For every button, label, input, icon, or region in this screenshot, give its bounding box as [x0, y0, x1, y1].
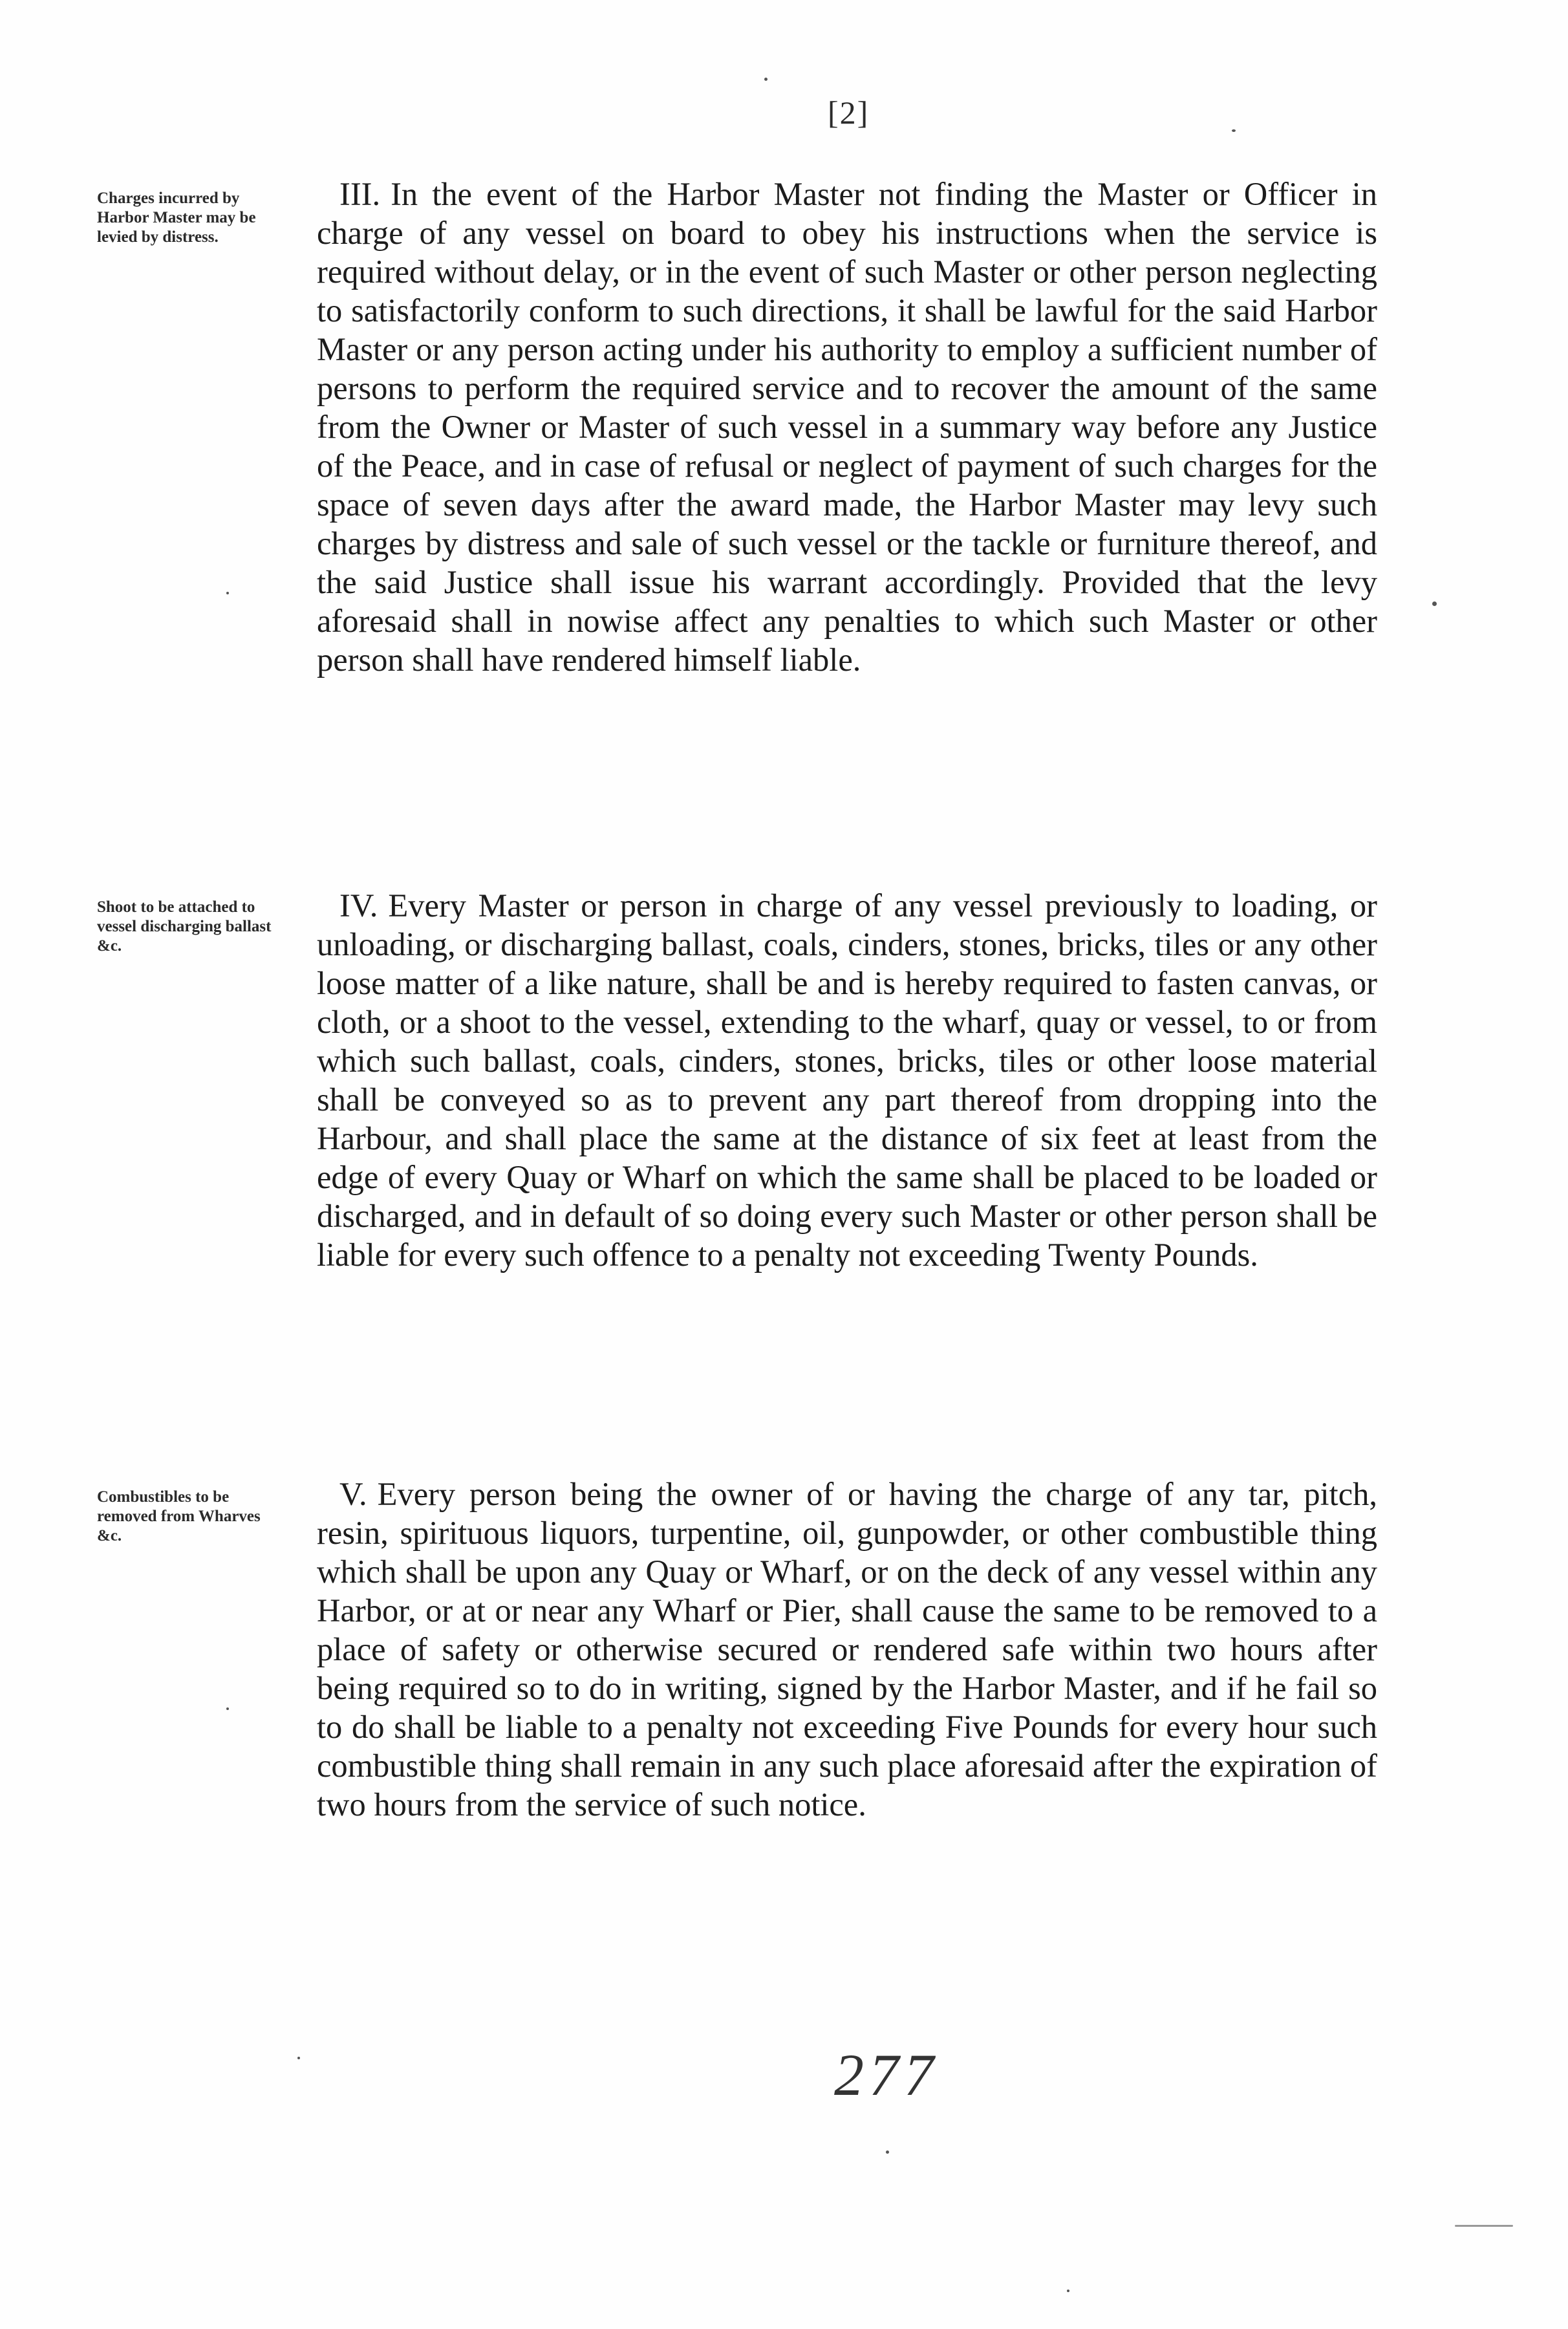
scan-speck — [297, 2057, 300, 2059]
section-iv-paragraph — [317, 886, 1377, 1274]
margin-note-charges: Charges incurred by Harbor Master may be levied by distress. — [97, 190, 256, 246]
scan-speck — [764, 78, 768, 81]
section-v-numeral: V. — [339, 1476, 367, 1512]
scan-speck — [226, 592, 229, 594]
scan-speck — [1232, 129, 1236, 132]
margin-note-shoot: Shoot to be attached to vessel discharging ballast &c. — [97, 898, 272, 955]
section-v-paragraph — [317, 1475, 1377, 1824]
margin-note-combustibles: Combustibles to be removed from Wharves &c. — [97, 1488, 261, 1544]
section-iii-paragraph — [317, 175, 1377, 679]
scan-speck — [1067, 2290, 1069, 2292]
section-iv-text: Every Master or person in charge of any vessel previously to loading, or unloading, or discharging ballast, coals, cinders, stones, bricks, tiles or any other loose matter of a like nature, shall be and is hereby required to fasten canvas, or cloth, or a shoot to the vessel, extending to the wharf, quay or vessel, to or from which such ballast, coals, cinders, stones, bricks, tiles or other loose material shall be conveyed so as to prevent any part thereof from dropping into the Harbour, and shall place the same at the distance of six feet at least from the edge of every Quay or Wharf on which the same shall be placed to be loaded or discharged, and in default of so doing every such Master or other person shall be liable for every such offence to a penalty not exceeding Twenty Pounds. — [317, 887, 1377, 1273]
section-iv-numeral: IV. — [339, 887, 378, 924]
section-iii-text: In the event of the Harbor Master not finding the Master or Officer in charge of any vessel on board to obey his instructions when the service is required without delay, or in the event of such Master or other person neglecting to satisfactorily conform to such directions, it shall be lawful for the said Harbor Master or any person acting under his authority to employ a sufficient number of persons to perform the required service and to recover the amount of the same from the Owner or Master of such vessel in a summary way before any Justice of the Peace, and in case of refusal or neglect of payment of such charges for the space of seven days after the award made, the Harbor Master may levy such charges by distress and sale of such vessel or the tackle or furniture thereof, and the said Justice shall issue his warrant accordingly. Provided that the levy aforesaid shall in nowise affect any penalties to which such Master or other person shall have rendered himself liable. — [317, 176, 1377, 678]
section-v-text: Every person being the owner of or having the charge of any tar, pitch, resin, spirituous liquors, turpentine, oil, gunpowder, or other combustible thing which shall be upon any Quay or Wharf, or on the deck of any vessel within any Harbor, or at or near any Wharf or Pier, shall cause the same to be removed to a place of safety or otherwise secured or rendered safe within two hours after being required so to do in writing, signed by the Harbor Master, and if he fail so to do shall be liable to a penalty not exceeding Five Pounds for every hour such combustible thing shall remain in any such place aforesaid after the expiration of two hours from the service of such notice. — [317, 1476, 1377, 1823]
scan-speck — [226, 1707, 229, 1710]
section-iii-numeral: III. — [339, 176, 381, 212]
scan-speck — [1432, 601, 1437, 606]
scan-speck — [1455, 2225, 1513, 2227]
handwritten-folio-number: 277 — [834, 2042, 939, 2108]
scan-speck — [886, 2150, 889, 2154]
page-number: [2] — [828, 94, 870, 131]
